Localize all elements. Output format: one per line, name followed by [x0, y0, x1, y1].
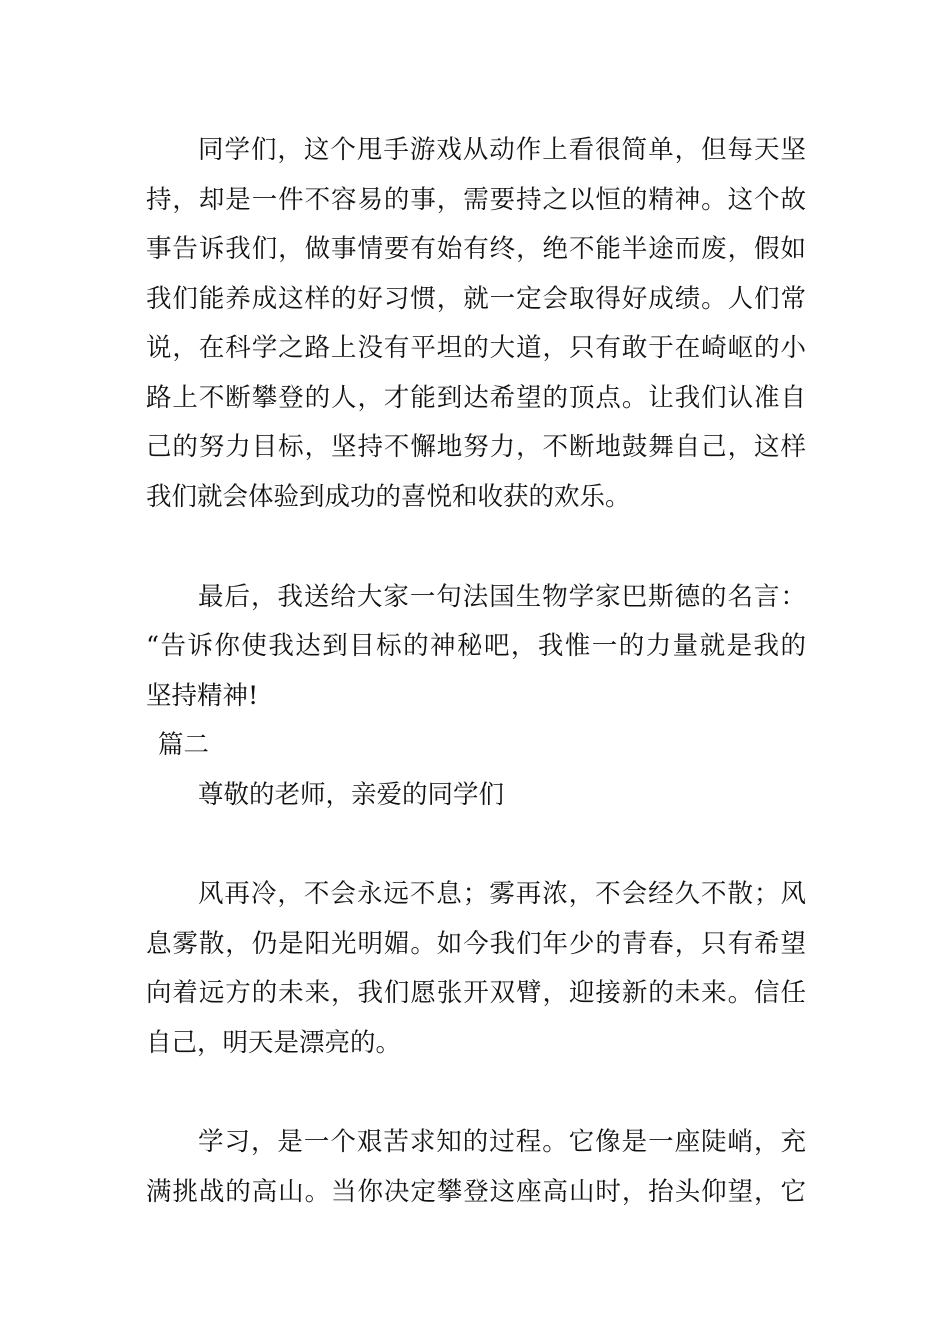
section-title: 篇二: [158, 730, 210, 760]
greeting: 尊敬的老师，亲爱的同学们: [198, 780, 505, 810]
paragraph-1-line-3: 事告诉我们，做事情要有始有终，绝不能半途而废，假如: [146, 234, 806, 264]
paragraph-1-line-8: 我们就会体验到成功的喜悦和收获的欢乐。: [146, 482, 631, 512]
paragraph-1-line-6: 路上不断攀登的人，才能到达希望的顶点。让我们认准自: [146, 383, 806, 413]
paragraph-3-line-4: 自己，明天是漂亮的。: [146, 1028, 402, 1058]
paragraph-1-line-2: 持，却是一件不容易的事，需要持之以恒的精神。这个故: [146, 185, 806, 215]
paragraph-3-line-1: 风再冷，不会永远不息；雾再浓，不会经久不散；风: [198, 879, 806, 909]
paragraph-1-line-5: 说，在科学之路上没有平坦的大道，只有敢于在崎岖的小: [146, 333, 806, 363]
paragraph-1-line-4: 我们能养成这样的好习惯，就一定会取得好成绩。人们常: [146, 284, 806, 314]
paragraph-4-line-2: 满挑战的高山。当你决定攀登这座高山时，抬头仰望，它: [146, 1177, 806, 1207]
paragraph-2-line-1: 最后，我送给大家一句法国生物学家巴斯德的名言：: [198, 582, 806, 612]
paragraph-1-line-7: 己的努力目标，坚持不懈地努力，不断地鼓舞自己，这样: [146, 432, 806, 462]
paragraph-1-line-1: 同学们，这个甩手游戏从动作上看很简单，但每天坚: [198, 135, 806, 165]
paragraph-3-line-3: 向着远方的未来，我们愿张开双臂，迎接新的未来。信任: [146, 978, 806, 1008]
paragraph-2-line-2: “告诉你使我达到目标的神秘吧，我惟一的力量就是我的: [146, 631, 806, 661]
paragraph-3-line-2: 息雾散，仍是阳光明媚。如今我们年少的青春，只有希望: [146, 929, 806, 959]
paragraph-4-line-1: 学习，是一个艰苦求知的过程。它像是一座陡峭，充: [198, 1127, 806, 1157]
paragraph-2-line-3: 坚持精神!: [146, 681, 259, 711]
